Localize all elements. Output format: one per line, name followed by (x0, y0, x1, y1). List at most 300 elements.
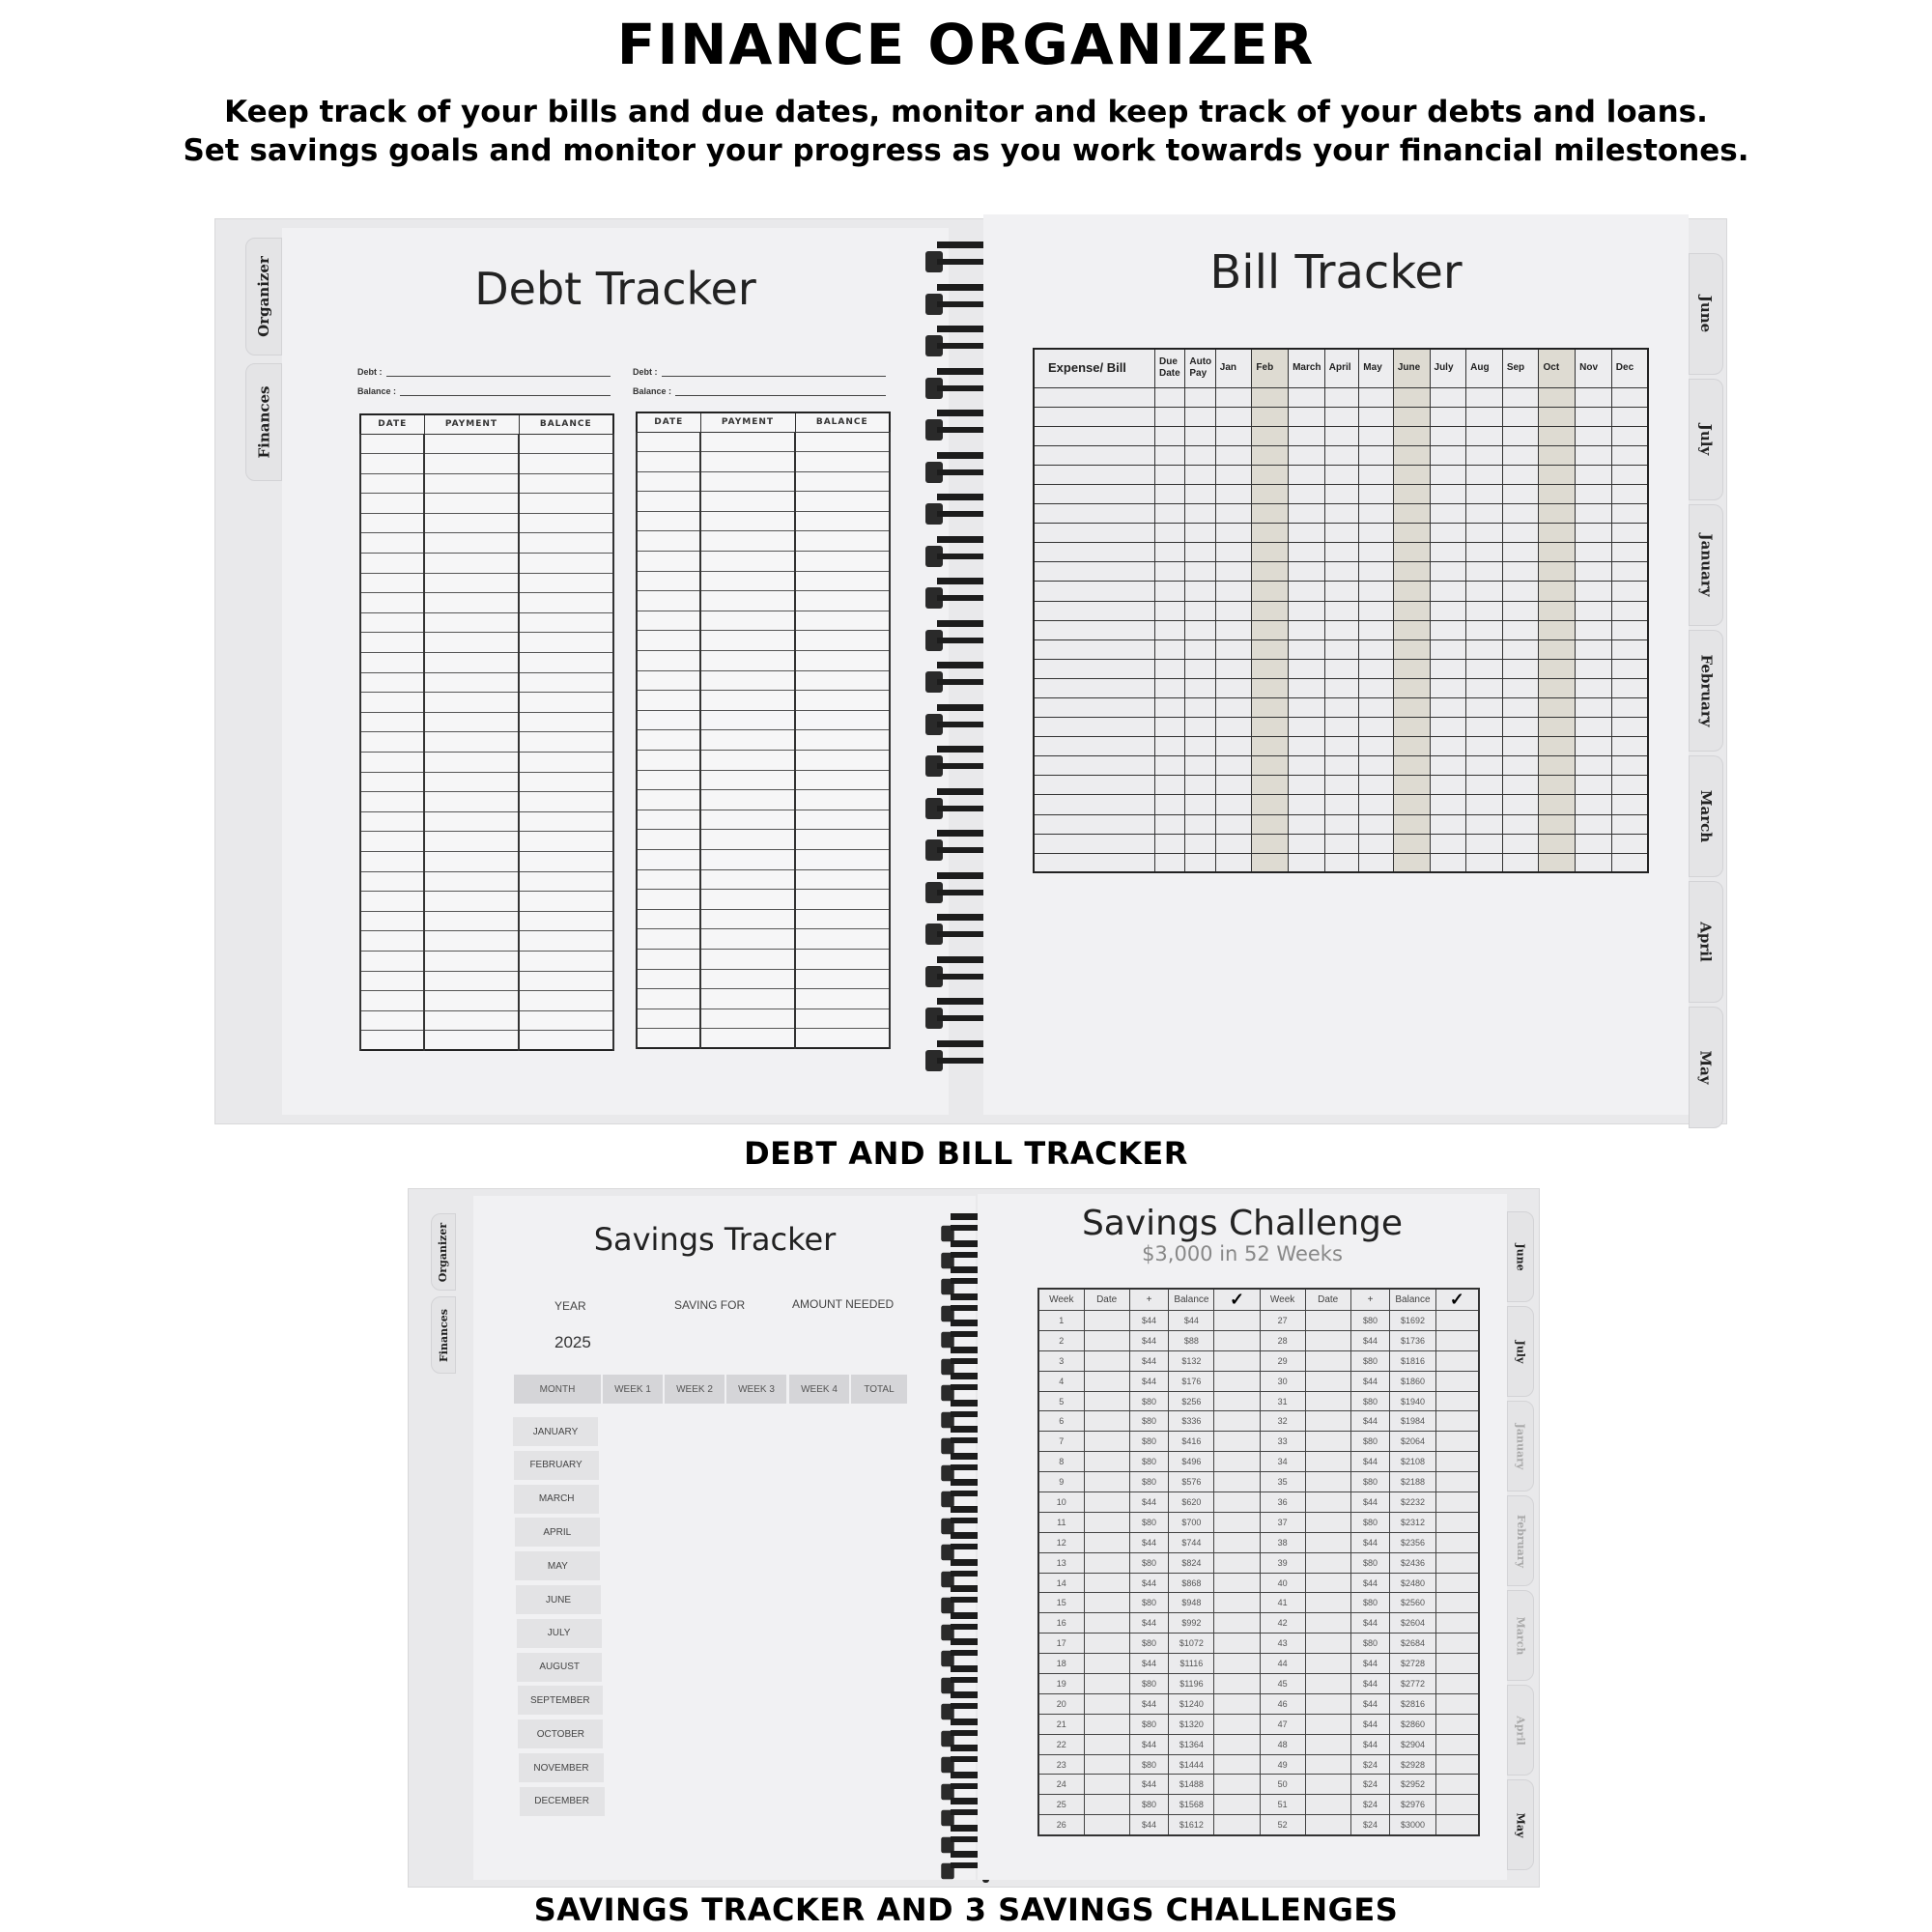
table-cell[interactable] (1576, 718, 1612, 737)
table-cell[interactable] (1034, 718, 1155, 737)
side-tab-april[interactable]: April (1689, 881, 1723, 1003)
table-cell[interactable] (1611, 465, 1648, 484)
table-cell[interactable] (637, 591, 700, 611)
table-cell[interactable] (1034, 601, 1155, 620)
input-cell[interactable] (1305, 1593, 1350, 1613)
month-row-august[interactable]: AUGUST (517, 1653, 602, 1682)
table-cell[interactable] (1430, 582, 1466, 601)
input-cell[interactable] (1305, 1734, 1350, 1754)
table-cell[interactable] (1466, 718, 1503, 737)
table-cell[interactable] (1576, 814, 1612, 834)
input-cell[interactable] (1305, 1371, 1350, 1391)
table-cell[interactable] (1324, 543, 1359, 562)
table-cell[interactable] (1155, 698, 1185, 718)
table-cell[interactable] (1359, 445, 1394, 465)
table-cell[interactable] (424, 753, 519, 773)
table-cell[interactable] (1359, 814, 1394, 834)
table-cell[interactable] (795, 611, 890, 631)
table-cell[interactable] (1252, 543, 1289, 562)
table-cell[interactable] (637, 909, 700, 929)
table-cell[interactable] (1289, 678, 1325, 697)
table-cell[interactable] (1539, 407, 1576, 426)
table-cell[interactable] (1430, 737, 1466, 756)
input-cell[interactable] (1435, 1815, 1479, 1835)
table-cell[interactable] (795, 471, 890, 492)
table-cell[interactable] (1539, 639, 1576, 659)
table-cell[interactable] (1539, 853, 1576, 872)
table-cell[interactable] (519, 951, 613, 971)
table-cell[interactable] (1539, 659, 1576, 678)
table-cell[interactable] (1252, 718, 1289, 737)
table-cell[interactable] (1576, 853, 1612, 872)
table-cell[interactable] (700, 790, 795, 810)
table-cell[interactable] (700, 591, 795, 611)
side-tab-january[interactable]: January (1507, 1401, 1534, 1492)
table-cell[interactable] (1034, 834, 1155, 853)
table-cell[interactable] (637, 770, 700, 790)
table-cell[interactable] (700, 989, 795, 1009)
table-cell[interactable] (1215, 407, 1252, 426)
table-cell[interactable] (1466, 678, 1503, 697)
side-tab-july[interactable]: July (1507, 1306, 1534, 1397)
table-cell[interactable] (1466, 834, 1503, 853)
table-cell[interactable] (1252, 776, 1289, 795)
table-cell[interactable] (519, 633, 613, 653)
input-cell[interactable] (1435, 1654, 1479, 1674)
table-cell[interactable] (795, 909, 890, 929)
table-cell[interactable] (1359, 407, 1394, 426)
table-cell[interactable] (360, 712, 424, 732)
table-cell[interactable] (1289, 465, 1325, 484)
table-cell[interactable] (1430, 659, 1466, 678)
table-cell[interactable] (637, 929, 700, 950)
table-cell[interactable] (1359, 795, 1394, 814)
table-cell[interactable] (1215, 524, 1252, 543)
table-cell[interactable] (1185, 387, 1215, 407)
input-cell[interactable] (1214, 1654, 1260, 1674)
table-cell[interactable] (1576, 426, 1612, 445)
table-cell[interactable] (1359, 620, 1394, 639)
table-cell[interactable] (519, 712, 613, 732)
table-cell[interactable] (700, 452, 795, 472)
table-cell[interactable] (700, 631, 795, 651)
table-cell[interactable] (700, 511, 795, 531)
input-cell[interactable] (1214, 1775, 1260, 1795)
table-cell[interactable] (1393, 445, 1430, 465)
table-cell[interactable] (1289, 620, 1325, 639)
input-cell[interactable] (1305, 1674, 1350, 1694)
input-cell[interactable] (1305, 1654, 1350, 1674)
table-cell[interactable] (519, 851, 613, 871)
table-cell[interactable] (700, 1009, 795, 1029)
side-tab-march[interactable]: March (1689, 755, 1723, 877)
table-cell[interactable] (1034, 582, 1155, 601)
table-cell[interactable] (1185, 639, 1215, 659)
balance-field-2[interactable]: Balance : (633, 386, 886, 396)
input-cell[interactable] (1084, 1532, 1129, 1552)
table-cell[interactable] (1466, 387, 1503, 407)
table-cell[interactable] (1359, 718, 1394, 737)
table-cell[interactable] (1502, 814, 1539, 834)
input-cell[interactable] (1305, 1350, 1350, 1371)
table-cell[interactable] (1155, 543, 1185, 562)
table-cell[interactable] (1576, 543, 1612, 562)
month-row-january[interactable]: JANUARY (513, 1417, 598, 1446)
table-cell[interactable] (1430, 718, 1466, 737)
table-cell[interactable] (1539, 737, 1576, 756)
side-tab-may[interactable]: May (1689, 1007, 1723, 1128)
input-cell[interactable] (1305, 1452, 1350, 1472)
input-cell[interactable] (1305, 1432, 1350, 1452)
table-cell[interactable] (1393, 582, 1430, 601)
debt-field-1[interactable]: Debt : (357, 367, 611, 377)
table-cell[interactable] (360, 811, 424, 832)
table-cell[interactable] (1359, 737, 1394, 756)
table-cell[interactable] (1034, 445, 1155, 465)
input-cell[interactable] (1214, 1714, 1260, 1734)
table-cell[interactable] (1252, 639, 1289, 659)
table-cell[interactable] (1034, 504, 1155, 524)
input-cell[interactable] (1214, 1693, 1260, 1714)
table-cell[interactable] (519, 494, 613, 514)
input-cell[interactable] (1435, 1674, 1479, 1694)
table-cell[interactable] (1611, 524, 1648, 543)
table-cell[interactable] (424, 951, 519, 971)
table-cell[interactable] (519, 612, 613, 633)
debt-field-2[interactable]: Debt : (633, 367, 886, 377)
table-cell[interactable] (1215, 659, 1252, 678)
input-cell[interactable] (1435, 1693, 1479, 1714)
table-cell[interactable] (1155, 484, 1185, 503)
table-cell[interactable] (1576, 562, 1612, 582)
table-cell[interactable] (360, 792, 424, 812)
table-cell[interactable] (1324, 562, 1359, 582)
table-cell[interactable] (360, 971, 424, 991)
table-cell[interactable] (1252, 524, 1289, 543)
input-cell[interactable] (1084, 1371, 1129, 1391)
table-cell[interactable] (1324, 853, 1359, 872)
table-cell[interactable] (1539, 698, 1576, 718)
table-cell[interactable] (424, 1031, 519, 1051)
table-cell[interactable] (795, 670, 890, 691)
table-cell[interactable] (637, 869, 700, 890)
table-cell[interactable] (1289, 407, 1325, 426)
table-cell[interactable] (1539, 445, 1576, 465)
table-cell[interactable] (1155, 737, 1185, 756)
table-cell[interactable] (1393, 678, 1430, 697)
table-cell[interactable] (424, 573, 519, 593)
input-cell[interactable] (1435, 1613, 1479, 1634)
input-cell[interactable] (1084, 1613, 1129, 1634)
table-cell[interactable] (519, 911, 613, 931)
table-cell[interactable] (1324, 756, 1359, 776)
table-cell[interactable] (1359, 639, 1394, 659)
table-cell[interactable] (1215, 737, 1252, 756)
table-cell[interactable] (637, 849, 700, 869)
table-cell[interactable] (1576, 484, 1612, 503)
table-cell[interactable] (795, 969, 890, 989)
table-cell[interactable] (1252, 737, 1289, 756)
input-cell[interactable] (1214, 1532, 1260, 1552)
table-cell[interactable] (1502, 426, 1539, 445)
input-cell[interactable] (1214, 1754, 1260, 1775)
input-cell[interactable] (1435, 1391, 1479, 1411)
table-cell[interactable] (1502, 639, 1539, 659)
input-cell[interactable] (1084, 1634, 1129, 1654)
table-cell[interactable] (1576, 387, 1612, 407)
table-cell[interactable] (360, 554, 424, 574)
input-cell[interactable] (1084, 1330, 1129, 1350)
table-cell[interactable] (1502, 543, 1539, 562)
input-cell[interactable] (1435, 1311, 1479, 1331)
table-cell[interactable] (1430, 484, 1466, 503)
table-cell[interactable] (1155, 853, 1185, 872)
table-cell[interactable] (1359, 678, 1394, 697)
table-cell[interactable] (795, 730, 890, 751)
table-cell[interactable] (1215, 426, 1252, 445)
table-cell[interactable] (1215, 678, 1252, 697)
table-cell[interactable] (1324, 698, 1359, 718)
table-cell[interactable] (700, 890, 795, 910)
table-cell[interactable] (1289, 737, 1325, 756)
table-cell[interactable] (1185, 620, 1215, 639)
table-cell[interactable] (1466, 814, 1503, 834)
table-cell[interactable] (795, 452, 890, 472)
table-cell[interactable] (1034, 814, 1155, 834)
table-cell[interactable] (1539, 543, 1576, 562)
table-cell[interactable] (1359, 504, 1394, 524)
table-cell[interactable] (1155, 524, 1185, 543)
table-cell[interactable] (1215, 582, 1252, 601)
table-cell[interactable] (519, 732, 613, 753)
table-cell[interactable] (1393, 639, 1430, 659)
table-cell[interactable] (1539, 795, 1576, 814)
table-cell[interactable] (360, 732, 424, 753)
input-cell[interactable] (1435, 1795, 1479, 1815)
table-cell[interactable] (795, 552, 890, 572)
table-cell[interactable] (1502, 678, 1539, 697)
table-cell[interactable] (1430, 504, 1466, 524)
table-cell[interactable] (1430, 639, 1466, 659)
table-cell[interactable] (1359, 756, 1394, 776)
table-cell[interactable] (1611, 698, 1648, 718)
input-cell[interactable] (1084, 1311, 1129, 1331)
table-cell[interactable] (1252, 504, 1289, 524)
side-tab-april[interactable]: April (1507, 1685, 1534, 1776)
table-cell[interactable] (1324, 678, 1359, 697)
table-cell[interactable] (700, 751, 795, 771)
table-cell[interactable] (795, 710, 890, 730)
table-cell[interactable] (637, 890, 700, 910)
table-cell[interactable] (1539, 678, 1576, 697)
table-cell[interactable] (1502, 601, 1539, 620)
table-cell[interactable] (1359, 659, 1394, 678)
table-cell[interactable] (637, 531, 700, 552)
table-cell[interactable] (360, 454, 424, 474)
table-cell[interactable] (1155, 678, 1185, 697)
table-cell[interactable] (1289, 524, 1325, 543)
table-cell[interactable] (360, 633, 424, 653)
table-cell[interactable] (1324, 524, 1359, 543)
table-cell[interactable] (1252, 484, 1289, 503)
table-cell[interactable] (1215, 504, 1252, 524)
table-cell[interactable] (1252, 795, 1289, 814)
table-cell[interactable] (1155, 639, 1185, 659)
input-cell[interactable] (1214, 1452, 1260, 1472)
table-cell[interactable] (1324, 445, 1359, 465)
month-row-june[interactable]: JUNE (516, 1585, 601, 1614)
input-cell[interactable] (1214, 1411, 1260, 1432)
input-cell[interactable] (1305, 1512, 1350, 1532)
table-cell[interactable] (424, 851, 519, 871)
table-cell[interactable] (1185, 407, 1215, 426)
table-cell[interactable] (1185, 737, 1215, 756)
table-cell[interactable] (1539, 718, 1576, 737)
table-cell[interactable] (1576, 445, 1612, 465)
table-cell[interactable] (1185, 834, 1215, 853)
input-cell[interactable] (1214, 1330, 1260, 1350)
input-cell[interactable] (1084, 1452, 1129, 1472)
table-cell[interactable] (424, 612, 519, 633)
table-cell[interactable] (1611, 639, 1648, 659)
table-cell[interactable] (519, 811, 613, 832)
table-cell[interactable] (1576, 756, 1612, 776)
table-cell[interactable] (1252, 445, 1289, 465)
table-cell[interactable] (1215, 620, 1252, 639)
table-cell[interactable] (795, 751, 890, 771)
table-cell[interactable] (1155, 795, 1185, 814)
table-cell[interactable] (519, 871, 613, 892)
table-cell[interactable] (1466, 484, 1503, 503)
table-cell[interactable] (1252, 834, 1289, 853)
side-tab-march[interactable]: March (1507, 1590, 1534, 1681)
table-cell[interactable] (1289, 814, 1325, 834)
table-cell[interactable] (1466, 524, 1503, 543)
table-cell[interactable] (637, 511, 700, 531)
table-cell[interactable] (1430, 698, 1466, 718)
table-cell[interactable] (1539, 562, 1576, 582)
side-tab-june[interactable]: June (1689, 253, 1723, 375)
input-cell[interactable] (1305, 1391, 1350, 1411)
table-cell[interactable] (1252, 407, 1289, 426)
table-cell[interactable] (1034, 543, 1155, 562)
table-cell[interactable] (1430, 601, 1466, 620)
input-cell[interactable] (1435, 1775, 1479, 1795)
table-cell[interactable] (700, 651, 795, 671)
input-cell[interactable] (1214, 1593, 1260, 1613)
table-cell[interactable] (1502, 659, 1539, 678)
table-cell[interactable] (1185, 543, 1215, 562)
table-cell[interactable] (424, 554, 519, 574)
table-cell[interactable] (1185, 678, 1215, 697)
table-cell[interactable] (1430, 678, 1466, 697)
table-cell[interactable] (1155, 582, 1185, 601)
input-cell[interactable] (1084, 1775, 1129, 1795)
table-cell[interactable] (1502, 484, 1539, 503)
input-cell[interactable] (1084, 1674, 1129, 1694)
table-cell[interactable] (1539, 524, 1576, 543)
table-cell[interactable] (1185, 718, 1215, 737)
input-cell[interactable] (1305, 1311, 1350, 1331)
table-cell[interactable] (795, 949, 890, 969)
table-cell[interactable] (1359, 543, 1394, 562)
table-cell[interactable] (360, 653, 424, 673)
side-tab-february[interactable]: February (1689, 630, 1723, 752)
table-cell[interactable] (424, 971, 519, 991)
table-cell[interactable] (1215, 756, 1252, 776)
table-cell[interactable] (700, 770, 795, 790)
table-cell[interactable] (1155, 407, 1185, 426)
table-cell[interactable] (1215, 465, 1252, 484)
table-cell[interactable] (1502, 776, 1539, 795)
table-cell[interactable] (360, 931, 424, 952)
table-cell[interactable] (1215, 601, 1252, 620)
table-cell[interactable] (795, 651, 890, 671)
input-cell[interactable] (1084, 1573, 1129, 1593)
table-cell[interactable] (700, 571, 795, 591)
table-cell[interactable] (1466, 465, 1503, 484)
table-cell[interactable] (1466, 639, 1503, 659)
table-cell[interactable] (1324, 601, 1359, 620)
input-cell[interactable] (1435, 1734, 1479, 1754)
input-cell[interactable] (1084, 1754, 1129, 1775)
table-cell[interactable] (1034, 407, 1155, 426)
table-cell[interactable] (1430, 387, 1466, 407)
input-cell[interactable] (1435, 1754, 1479, 1775)
input-cell[interactable] (1305, 1714, 1350, 1734)
table-cell[interactable] (1359, 776, 1394, 795)
side-tab-finances[interactable]: Finances (245, 363, 282, 481)
table-cell[interactable] (1289, 562, 1325, 582)
table-cell[interactable] (1185, 659, 1215, 678)
input-cell[interactable] (1084, 1714, 1129, 1734)
input-cell[interactable] (1305, 1472, 1350, 1492)
table-cell[interactable] (1185, 562, 1215, 582)
input-cell[interactable] (1305, 1552, 1350, 1573)
table-cell[interactable] (1215, 484, 1252, 503)
table-cell[interactable] (1393, 504, 1430, 524)
input-cell[interactable] (1084, 1593, 1129, 1613)
table-cell[interactable] (1324, 465, 1359, 484)
table-cell[interactable] (795, 432, 890, 452)
table-cell[interactable] (1185, 814, 1215, 834)
table-cell[interactable] (1252, 659, 1289, 678)
table-cell[interactable] (1324, 659, 1359, 678)
table-cell[interactable] (795, 869, 890, 890)
table-cell[interactable] (1611, 445, 1648, 465)
input-cell[interactable] (1214, 1311, 1260, 1331)
table-cell[interactable] (1466, 659, 1503, 678)
table-cell[interactable] (1034, 659, 1155, 678)
table-cell[interactable] (637, 730, 700, 751)
table-cell[interactable] (519, 753, 613, 773)
table-cell[interactable] (1466, 795, 1503, 814)
table-cell[interactable] (1466, 756, 1503, 776)
table-cell[interactable] (1576, 582, 1612, 601)
table-cell[interactable] (360, 832, 424, 852)
table-cell[interactable] (1289, 387, 1325, 407)
input-cell[interactable] (1084, 1552, 1129, 1573)
table-cell[interactable] (1611, 582, 1648, 601)
input-cell[interactable] (1305, 1795, 1350, 1815)
input-cell[interactable] (1435, 1452, 1479, 1472)
table-cell[interactable] (360, 892, 424, 912)
input-cell[interactable] (1084, 1391, 1129, 1411)
table-cell[interactable] (1252, 853, 1289, 872)
table-cell[interactable] (1155, 814, 1185, 834)
table-cell[interactable] (637, 651, 700, 671)
input-cell[interactable] (1084, 1795, 1129, 1815)
